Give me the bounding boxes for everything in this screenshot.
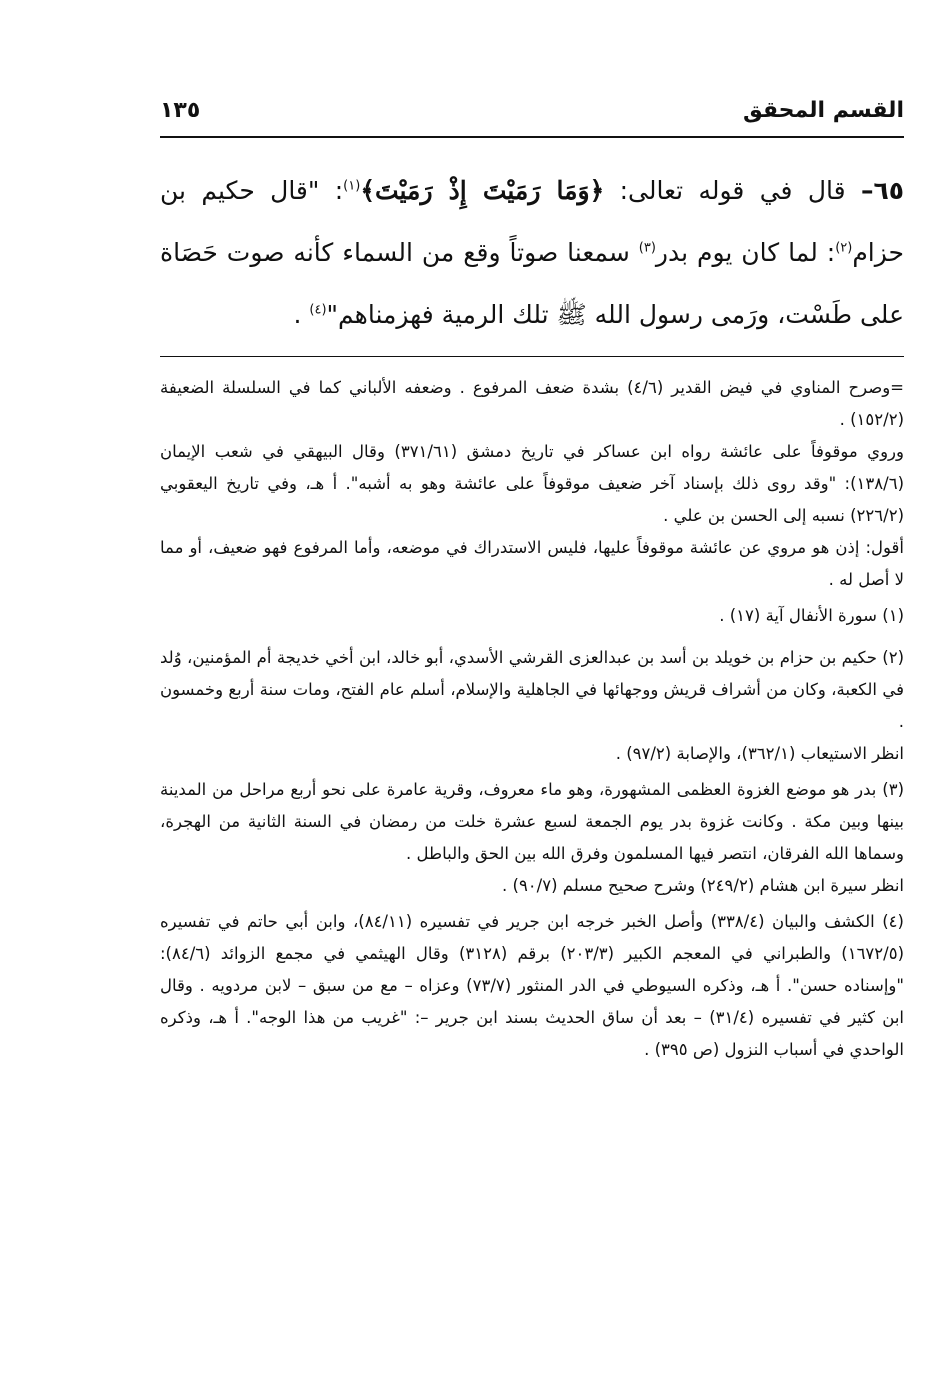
footnote-2 — [160, 642, 904, 770]
footnote-4 — [160, 906, 904, 1066]
footnote-ref-3: (٣) — [638, 240, 656, 256]
footnote-ref-1: (١) — [343, 178, 361, 194]
page-header — [160, 96, 904, 138]
footnote-1 — [160, 600, 904, 632]
footnote-paragraph: (٤) الكشف والبيان (٣٣٨/٤) وأصل الخبر خرجه ابن جرير في تفسيره (٨٤/١١)، وابن أبي حاتم في تفسيره (١٦٧٢/٥) والطبراني في المعجم الكبير (٢٠٣/٣) برقم (٣١٢٨) وقال الهيثمي في مجمع الزوائد (٨٤/٦): "وإسناده حسن". أ هـ، وذكره السيوطي في الدر المنثور (٧٣/٧) وعزاه – مع من سبق – لابن مردويه . وقال ابن كثير في تفسيره (٣١/٤) – بعد أن ساق الحديث بسند ابن جرير –: "غريب من هذا الوجه". أ هـ، وذكره الواحدي في أسباب النزول (ص ٣٩٥) . — [160, 912, 905, 1059]
footnote-3 — [160, 774, 904, 902]
footnote-paragraph: انظر سيرة ابن هشام (٢٤٩/٢) وشرح صحيح مسلم (٩٠/٧) . — [502, 876, 904, 895]
footnote-continuation — [160, 372, 904, 596]
footnote-ref-2: (٢) — [835, 240, 853, 256]
footnote-paragraph: انظر الاستيعاب (٣٦٢/١)، والإصابة (٩٧/٢) . — [615, 744, 904, 763]
footnote-separator — [160, 356, 904, 357]
main-text-part-5: . — [293, 300, 310, 329]
main-text-part-2: : "قال حكيم بن حزام — [160, 176, 905, 267]
main-text — [160, 160, 904, 346]
main-text-part-4: سمعنا صوتاً وقع من السماء كأنه صوت حَصَاة على طَسْت، ورَمى رسول الله ﷺ تلك الرمية فهزمناهم" — [160, 238, 904, 329]
running-title: القسم المحقق — [742, 98, 904, 123]
footnote-paragraph: أقول: إذن هو مروي عن عائشة موقوفاً عليها، فليس الاستدراك في موضعه، وأما المرفوع فهو ضعيف، أو مما لا أصل له . — [160, 538, 904, 589]
main-text-part-3: : لما كان يوم بدر — [655, 238, 836, 267]
footnote-paragraph: (١) سورة الأنفال آية (١٧) . — [719, 606, 904, 625]
footnotes — [160, 372, 904, 1070]
main-text-part-1: قال في قوله تعالى: — [604, 176, 861, 205]
footnote-paragraph: وروي موقوفاً على عائشة رواه ابن عساكر في تاريخ دمشق (٣٧١/٦١) وقال البيهقي في شعب الإيمان (١٣٨/٦): "وقد روى ذلك بإسناد آخر ضعيف موقوفاً على عائشة وهو به أشبه". أ هـ، وفي تاريخ اليعقوبي (٢٢٦/٢) نسبه إلى الحسن بن علي . — [160, 442, 904, 525]
footnote-paragraph: (٣) بدر هو موضع الغزوة العظمى المشهورة، وهو ماء معروف، وقرية عامرة على نحو أربع مراحل من المدينة بينها وبين مكة . وكانت غزوة بدر يوم الجمعة لسبع عشرة خلت من رمضان في السنة الثانية من الهجرة، وسماها الله الفرقان، انتصر فيها المسلمون وفرق الله بين الحق والباطل . — [160, 780, 904, 863]
page-number: ١٣٥ — [160, 98, 201, 123]
quran-verse: ﴿وَمَا رَمَيْتَ إِذْ رَمَيْتَ﴾ — [360, 176, 605, 205]
footnote-paragraph: (٢) حكيم بن حزام بن خويلد بن أسد بن عبدالعزى القرشي الأسدي، أبو خالد، ابن أخي خديجة أم المؤمنين، وُلد في الكعبة، وكان من أشراف قريش ووجهائها في الجاهلية والإسلام، أسلم عام الفتح، ومات سنة أربع وخمسون . — [160, 648, 904, 731]
entry-number: ٦٥– — [860, 176, 904, 205]
footnote-paragraph: =وصرح المناوي في فيض القدير (٤/٦) بشدة ضعف المرفوع . وضعفه الألباني كما في السلسلة الضعيفة (١٥٢/٢) . — [160, 378, 905, 429]
footnote-ref-4: (٤) — [309, 302, 327, 318]
